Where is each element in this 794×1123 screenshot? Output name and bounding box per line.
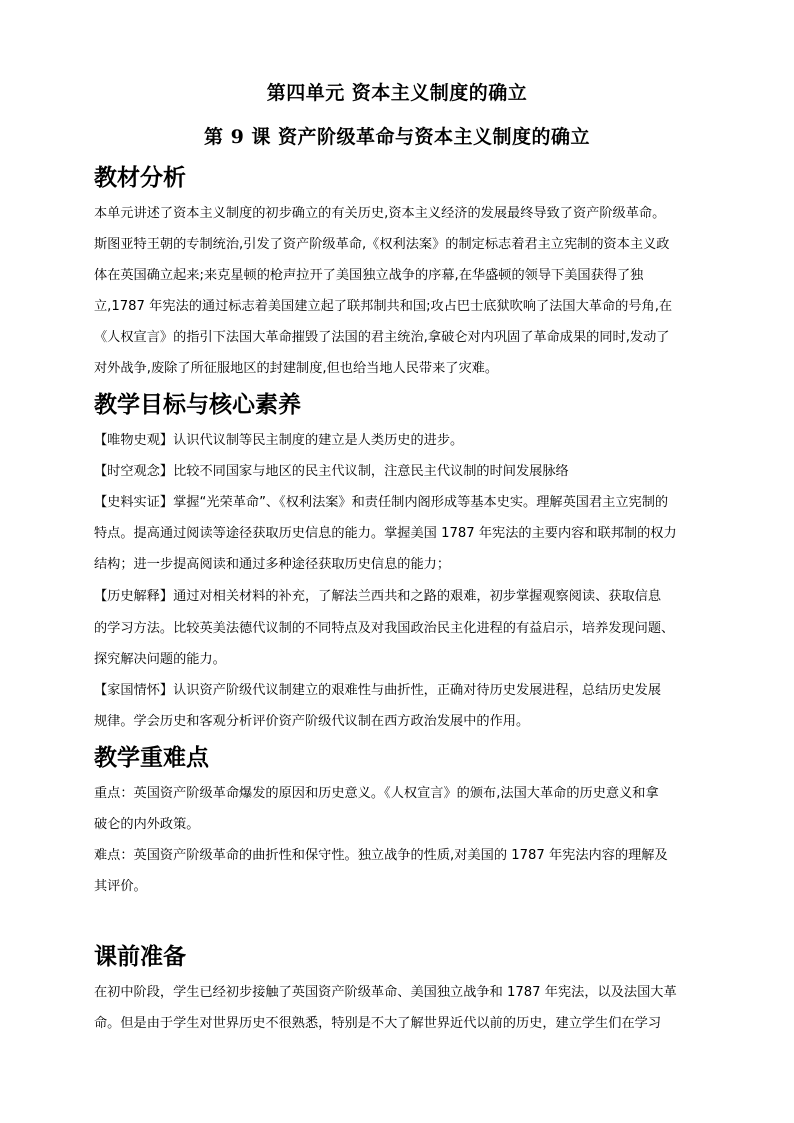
section-heading-key-points: 教学重难点 (94, 744, 209, 771)
analysis-line: 本单元讲述了资本主义制度的初步确立的有关历史,资本主义经济的发展最终导致了资产阶级革命。 (94, 206, 666, 221)
objective-line: 特点。提高通过阅读等途径获取历史信息的能力。掌握美国 1787 年宪法的主要内容和联邦制的权力 (94, 526, 677, 541)
objective-line: 【史料实证】掌握“光荣革命”、《权利法案》和责任制内阁形成等基本史实。理解英国君主立宪制的 (94, 495, 669, 510)
analysis-line: 斯图亚特王朝的专制统治,引发了资产阶级革命,《权利法案》的制定标志着君主立宪制的资本主义政 (94, 237, 670, 252)
objective-line: 的学习方法。比较英美法德代议制的不同特点及对我国政治民主化进程的有益启示，培养发现问题、 (94, 621, 675, 636)
objective-line: 探究解决问题的能力。 (94, 652, 226, 667)
objective-line: 结构；进一步提高阅读和通过多种途径获取历史信息的能力； (94, 557, 451, 572)
lesson-title: 第 9 课 资产阶级革命与资本主义制度的确立 (203, 126, 591, 148)
analysis-line: 对外战争,废除了所征服地区的封建制度,但也给当地人民带来了灾难。 (94, 361, 499, 376)
section-heading-objectives: 教学目标与核心素养 (94, 391, 301, 418)
unit-title: 第四单元 资本主义制度的确立 (266, 82, 528, 104)
section-heading-preparation: 课前准备 (94, 943, 186, 970)
analysis-line: 体在英国确立起来;来克星顿的枪声拉开了美国独立战争的序幕,在华盛顿的领导下美国获得了独 (94, 268, 644, 283)
objective-line: 【家国情怀】认识资产阶级代议制建立的艰难性与曲折性，正确对待历史发展进程，总结历史发展 (94, 683, 662, 698)
preparation-line: 命。但是由于学生对世界历史不很熟悉，特别是不大了解世界近代以前的历史，建立学生们在学习 (94, 1016, 662, 1031)
analysis-line: 立,1787 年宪法的通过标志着美国建立起了联邦制共和国;攻占巴士底狱吹响了法国大革命的号角,在 (94, 299, 673, 314)
key-point-line: 难点：英国资产阶级革命的曲折性和保守性。独立战争的性质,对美国的 1787 年宪法内容的理解及 (94, 848, 668, 863)
key-point-line: 重点：英国资产阶级革命爆发的原因和历史意义。《人权宣言》的颁布,法国大革命的历史意义和拿 (94, 786, 659, 801)
key-point-line: 破仑的内外政策。 (94, 817, 200, 832)
analysis-line: 《人权宣言》的指引下法国大革命摧毁了法国的君主统治,拿破仑对内巩固了革命成果的同时,发动了 (94, 330, 670, 345)
objective-line: 【时空观念】比较不同国家与地区的民主代议制，注意民主代议制的时间发展脉络 (94, 464, 569, 479)
section-heading-analysis: 教材分析 (94, 164, 186, 191)
objective-line: 【唯物史观】认识代议制等民主制度的建立是人类历史的进步。 (94, 433, 464, 448)
objective-line: 规律。学会历史和客观分析评价资产阶级代议制在西方政治发展中的作用。 (94, 714, 530, 729)
preparation-line: 在初中阶段，学生已经初步接触了英国资产阶级革命、美国独立战争和 1787 年宪法，以及法国大革 (94, 985, 677, 1000)
objective-line: 【历史解释】通过对相关材料的补充，了解法兰西共和之路的艰难，初步掌握观察阅读、获取信息 (94, 589, 662, 604)
key-point-line: 其评价。 (94, 879, 147, 894)
